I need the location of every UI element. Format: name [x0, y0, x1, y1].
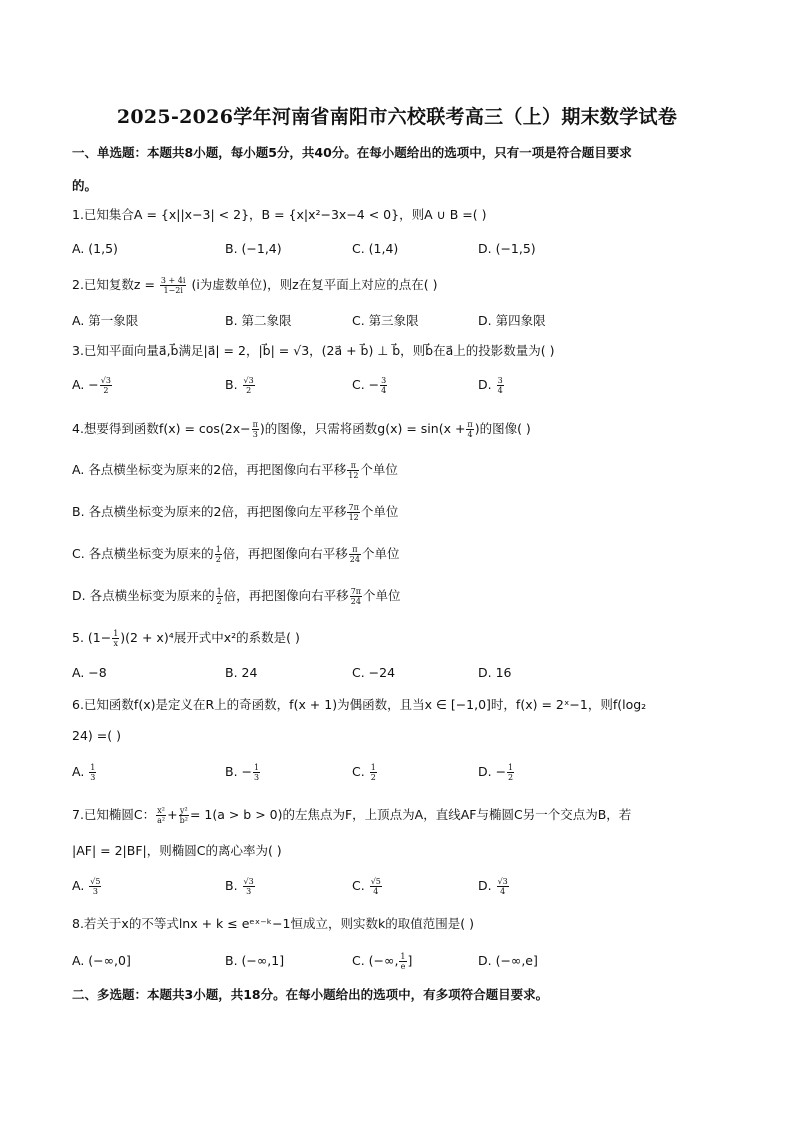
- q2-option-c: C. 第三象限: [352, 313, 419, 328]
- q2-option-d: D. 第四象限: [478, 313, 546, 328]
- question-6-cont: 24) =( ): [72, 728, 121, 743]
- q2-suffix: (i为虚数单位)，则z在复平面上对应的点在( ): [191, 277, 438, 292]
- q8-option-c: C. (−∞, $\frac{1}{e}$ ]: [352, 952, 413, 971]
- question-3: 3.已知平面向量a⃗,b⃗满足|a⃗| = 2，|b⃗| = √3，(2a⃗ + b⃗) ⊥ b⃗，则b⃗在a⃗上的投影数量为( ): [72, 343, 555, 358]
- q6-option-c: C. $\frac{1}{2}$: [352, 763, 376, 782]
- q5-option-c: C. −24: [352, 665, 396, 680]
- q6-option-d: D. − $\frac{1}{2}$: [478, 763, 514, 782]
- q3-option-b: B. $\frac{√3}{2}$: [225, 376, 254, 395]
- q1-option-b: B. (−1,4): [225, 241, 282, 256]
- q5-option-d: D. 16: [478, 665, 512, 680]
- q1-option-d: D. (−1,5): [478, 241, 536, 256]
- question-2: [72, 276, 437, 295]
- question-7-cont: |AF| = 2|BF|，则椭圆C的离心率为( ): [72, 843, 282, 858]
- q5-option-b: B. 24: [225, 665, 258, 680]
- question-5: 5. (1− $\frac{1}{x}$ )(2 + x)⁴展开式中x²的系数是( ): [72, 629, 300, 648]
- question-6: 6.已知函数f(x)是定义在R上的奇函数，f(x + 1)为偶函数，且当x ∈ [−1,0]时，f(x) = 2ˣ−1，则f(log₂: [72, 697, 647, 712]
- page-title: 2025-2026学年河南省南阳市六校联考高三（上）期末数学试卷: [116, 106, 678, 128]
- q5-option-a: A. −8: [72, 665, 107, 680]
- section-1-heading-cont: 的。: [72, 178, 98, 193]
- q2-prefix: 2.已知复数z =: [72, 277, 155, 292]
- q8-option-d: D. (−∞,e]: [478, 953, 538, 968]
- q6-option-a: A. $\frac{1}{3}$: [72, 763, 96, 782]
- q1-option-c: C. (1,4): [352, 241, 399, 256]
- q8-option-a: A. (−∞,0]: [72, 953, 131, 968]
- q2-option-a: A. 第一象限: [72, 313, 139, 328]
- q1-option-a: A. (1,5): [72, 241, 118, 256]
- q7-option-a: A. $\frac{√5}{3}$: [72, 877, 101, 896]
- q3-option-c: C. − $\frac{3}{4}$: [352, 376, 387, 395]
- section-2-heading: 二、多选题：本题共3小题，共18分。在每小题给出的选项中，有多项符合题目要求。: [72, 987, 549, 1002]
- question-1: 1.已知集合A = {x||x−3| < 2}，B = {x|x²−3x−4 < 0}，则A ∪ B =( ): [72, 207, 487, 222]
- q7-option-b: B. $\frac{√3}{3}$: [225, 877, 254, 896]
- q8-option-b: B. (−∞,1]: [225, 953, 285, 968]
- q7-option-c: C. $\frac{√5}{4}$: [352, 877, 381, 896]
- question-8: 8.若关于x的不等式lnx + k ≤ eᵉˣ⁻ᵏ−1恒成立，则实数k的取值范围是( ): [72, 916, 474, 931]
- q4-option-d: D. 各点横坐标变为原来的 $\frac{1}{2}$ 倍，再把图像向右平移 $\frac{7\pi}{24}$ 个单位: [72, 587, 401, 606]
- q2-option-b: B. 第二象限: [225, 313, 292, 328]
- q2-fraction: $\frac{3 + 4i}{1-2i}$: [160, 276, 186, 295]
- question-7: 7.已知椭圆C： $\frac{\text{x²}}{\text{a²}}$ + $\frac{\text{y²}}{\text{b²}}$ = 1(a > b > 0)的左焦点为F，上顶点为A，直线AF与椭圆C另一个交点为B，若: [72, 806, 632, 825]
- q3-option-a: A. − $\frac{√3}{2}$: [72, 376, 111, 395]
- section-1-heading: 一、单选题：本题共8小题，每小题5分，共40分。在每小题给出的选项中，只有一项是符合题目要求: [72, 145, 632, 160]
- q4-option-c: C. 各点横坐标变为原来的 $\frac{1}{2}$ 倍，再把图像向右平移 $\frac{\pi}{24}$ 个单位: [72, 545, 400, 564]
- q6-option-b: B. − $\frac{1}{3}$: [225, 763, 260, 782]
- q7-option-d: D. $\frac{√3}{4}$: [478, 877, 508, 896]
- question-4: 4.想要得到函数f(x) = cos(2x− $\frac{\pi}{3}$ )的图像，只需将函数g(x) = sin(x + $\frac{\pi}{4}$ )的图像( ): [72, 420, 531, 439]
- q4-option-b: B. 各点横坐标变为原来的2倍，再把图像向左平移 $\frac{7\pi}{12}$ 个单位: [72, 503, 399, 522]
- q3-option-d: D. $\frac{3}{4}$: [478, 376, 503, 395]
- q4-option-a: A. 各点横坐标变为原来的2倍，再把图像向右平移 $\frac{\pi}{12}$ 个单位: [72, 461, 398, 480]
